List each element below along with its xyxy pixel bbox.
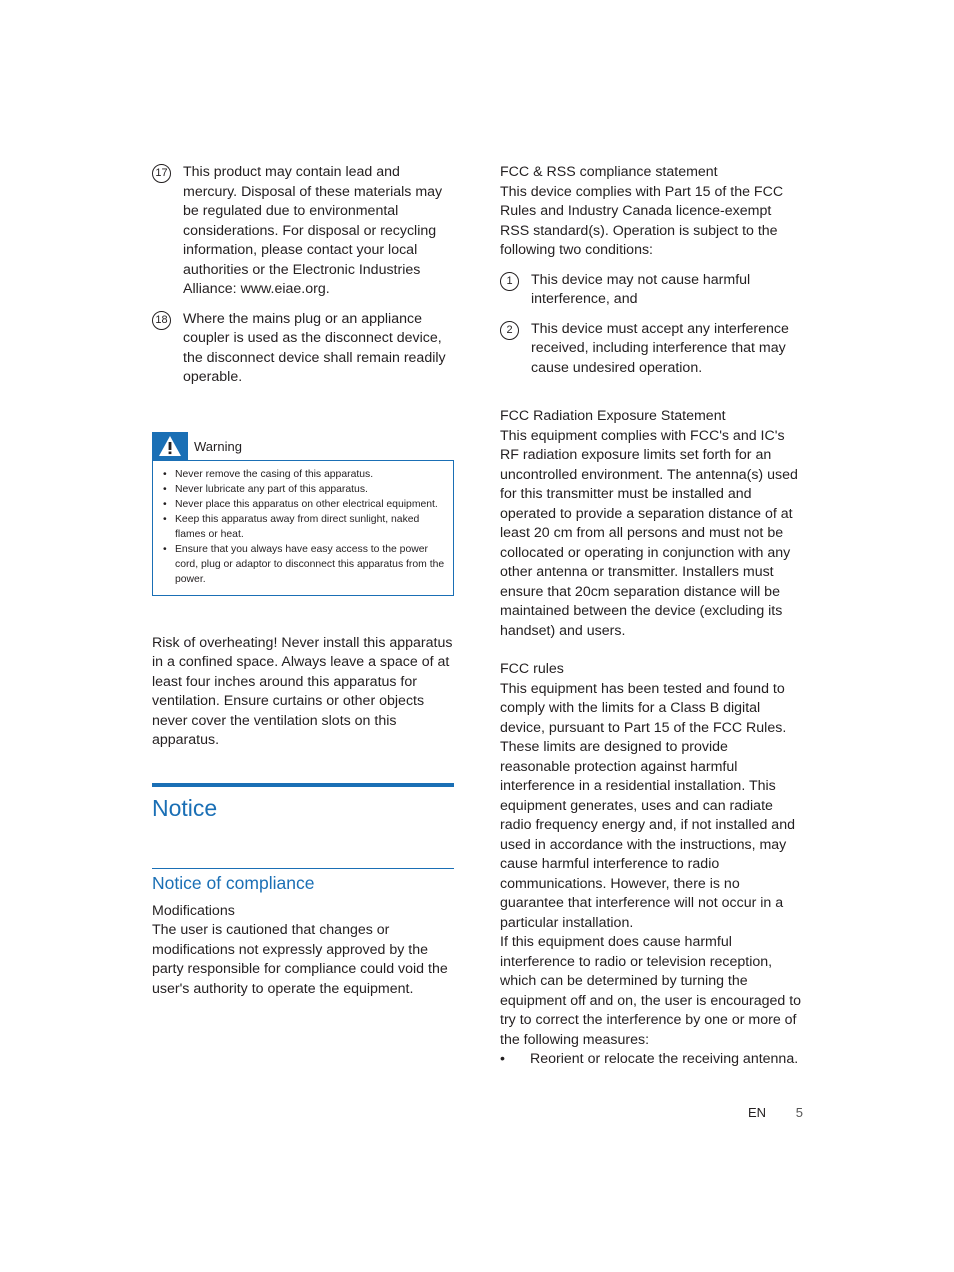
warning-header: [152, 432, 454, 460]
notice-title: Notice: [152, 794, 218, 821]
left-column: [152, 163, 454, 999]
modifications-text: The user is cautioned that changes or modifications not expressly approved by the party responsible for compliance could void the user's authority to operate the equipment.: [152, 922, 448, 997]
item-text: This device must accept any interference received, including interference that may cause undesired operation.: [531, 320, 789, 376]
page-footer: [748, 1105, 803, 1120]
compliance-title: Notice of compliance: [152, 872, 315, 893]
condition-item: [500, 320, 802, 379]
modifications-heading: Modifications: [152, 902, 235, 919]
item-text: This product may contain lead and mercury. Disposal of these materials may be regulated due to environmental considerations. For disposal or recycling information, please contact your local authorities or the Electronic Industries Alliance: www.eiae.org.: [183, 164, 443, 297]
fcc-rss-section: [500, 163, 802, 378]
fcc-rss-heading: FCC & RSS compliance statement: [500, 164, 718, 180]
warning-bullet: • Ensure that you always have easy access to the power cord, plug or adaptor to disconnect this apparatus from the power.: [161, 542, 445, 587]
warning-bullet: • Never remove the casing of this apparatus.: [161, 467, 445, 482]
radiation-section: [500, 407, 802, 641]
fcc-rss-text: This device complies with Part 15 of the FCC Rules and Industry Canada licence-exempt RSS standard(s). Operation is subject to the following two conditions:: [500, 183, 784, 258]
fcc-rules-section: [500, 660, 802, 1070]
item-number: 18: [152, 311, 171, 330]
fcc-rules-text: If this equipment does cause harmful interference to radio or television reception, which can be determined by turning the equipment off and on, the user is encouraged to try to correct the interference by one or more of the following measures:: [500, 934, 802, 1048]
fcc-rules-text: This equipment has been tested and found to comply with the limits for a Class B digital device, pursuant to Part 15 of the FCC Rules. These limits are designed to provide reasonable protection against harmful interference in a residential installation. This equipment generates, uses and can radiate radio frequency energy and, if not installed and used in accordance with the instructions, may cause harmful interference to radio communications. However, there is no guarantee that interference will not occur in a particular installation.: [500, 680, 795, 931]
risk-paragraph: Risk of overheating! Never install this apparatus in a confined space. Always leave a space of at least four inches around this apparatus for ventilation. Ensure curtains or other objects never cover the ventilation slots on this apparatus.: [152, 634, 453, 748]
item-number: 17: [152, 164, 171, 183]
warning-bullet: • Keep this apparatus away from direct sunlight, naked flames or heat.: [161, 512, 445, 542]
radiation-heading: FCC Radiation Exposure Statement: [500, 408, 726, 424]
measure-text: Reorient or relocate the receiving antenna.: [530, 1051, 799, 1067]
warning-triangle-icon: [152, 432, 188, 460]
warning-bullet: • Never lubricate any part of this apparatus.: [161, 482, 445, 497]
numbered-item: [152, 310, 454, 388]
warning-box: [152, 432, 454, 596]
notice-rule: [152, 783, 454, 787]
numbered-item: [152, 163, 454, 300]
radiation-text: This equipment complies with FCC's and IC's RF radiation exposure limits set forth for an uncontrolled environment. The antenna(s) used for this transmitter must be installed and operated to provide a separation distance of at least 20 cm from all persons and must not be collocated or operating in conjunction with any other antenna or transmitter. Installers must ensure that 20cm separation distance will be maintained between the device (excluding its handset) and users.: [500, 427, 798, 639]
measure-item: [500, 1050, 802, 1070]
condition-item: [500, 271, 802, 310]
warning-content: [152, 460, 454, 596]
warning-bullet: • Never place this apparatus on other electrical equipment.: [161, 497, 445, 512]
warning-title: Warning: [194, 438, 242, 454]
item-number: 1: [500, 272, 519, 291]
item-text: This device may not cause harmful interference, and: [531, 271, 751, 307]
bullet-icon: •: [500, 1051, 505, 1067]
fcc-rules-heading: FCC rules: [500, 661, 564, 677]
compliance-rule: [152, 868, 454, 869]
item-text: Where the mains plug or an appliance coupler is used as the disconnect device, the disconnect device shall remain readily operable.: [183, 310, 446, 385]
right-column: [500, 163, 802, 1070]
language-label: EN: [748, 1105, 767, 1120]
item-number: 2: [500, 321, 519, 340]
page-number: 5: [795, 1105, 803, 1120]
